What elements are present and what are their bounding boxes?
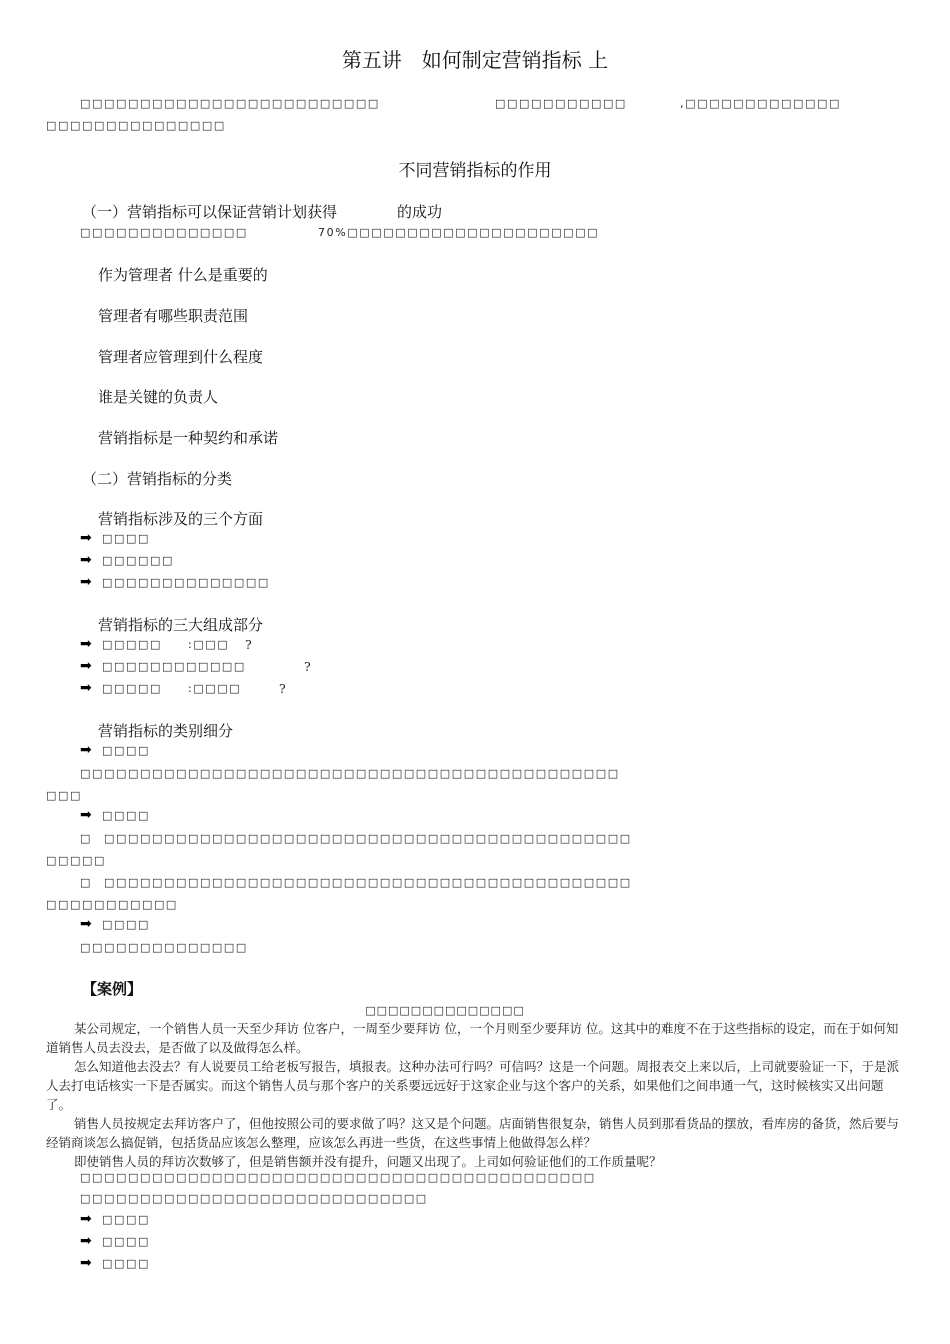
sub1-heading: 营销指标涉及的三个方面: [98, 510, 264, 528]
sub3-bullet: □□□□: [102, 918, 150, 931]
intro-line1-a: □□□□□□□□□□□□□□□□□□□□□□□□□: [80, 97, 380, 110]
part1-heading-a: （一）营销指标可以保证营销计划获得: [82, 203, 338, 221]
case-heading: 【案例】: [82, 980, 143, 998]
case-text: □□□□□□□□□□□□□□□□□□□□□□□□□□□□□: [80, 1192, 428, 1205]
sub2-bullet-c: ?: [245, 637, 252, 652]
arrow-right-icon: ➡: [80, 1255, 92, 1271]
case-paragraph: 怎么知道他去没去？有人说要员工给老板写报告，填报表。这种办法可行吗？可信吗？这是一个问题。周报表交上来以后，上司就要验证一下，于是派人去打电话核实一下是否属实。而这个销售人员与那个客户的关系要远远好于这家企业与这个客户的关系，如果他们之间串通一气，这时候核实又出问题了。: [46, 1059, 900, 1112]
part1-heading-b: 的成功: [397, 203, 443, 221]
case-bullet: □□□□: [102, 1257, 150, 1270]
arrow-right-icon: ➡: [80, 636, 92, 652]
sub1-bullet: □□□□: [102, 532, 150, 545]
arrow-right-icon: ➡: [80, 574, 92, 590]
case-bullet: □□□□: [102, 1213, 150, 1226]
sub3-para: □□□□□□□□□□□: [46, 898, 178, 911]
arrow-right-icon: ➡: [80, 742, 92, 758]
section-heading: 不同营销指标的作用: [398, 161, 552, 181]
arrow-right-icon: ➡: [80, 658, 92, 674]
arrow-right-icon: ➡: [80, 916, 92, 932]
part1-item: 营销指标是一种契约和承诺: [98, 429, 279, 447]
sub2-bullet-b: :□□□: [188, 638, 230, 651]
sub2-bullet-b: :□□□□: [188, 682, 242, 695]
part1-item: 管理者有哪些职责范围: [98, 307, 249, 325]
part1-item: 管理者应管理到什么程度: [98, 348, 264, 366]
sub3-para: □□□□□□□□□□□□□□□□□□□□□□□□□□□□□□□□□□□□□□□□□□□□□: [80, 767, 620, 780]
sub3-bullet: □□□□: [102, 744, 150, 757]
sub3-para: □□□□□: [46, 854, 106, 867]
case-paragraph: 即使销售人员的拜访次数够了，但是销售额并没有提升，问题又出现了。上司如何验证他们的工作质量呢？: [74, 1154, 662, 1169]
part1-note-a: □□□□□□□□□□□□□□: [80, 226, 248, 239]
case-subtitle: □□□□□□□□□□□□□□: [365, 1004, 525, 1017]
arrow-right-icon: ➡: [80, 552, 92, 568]
sub2-bullet-c: ?: [304, 659, 311, 674]
sub3-heading: 营销指标的类别细分: [98, 722, 234, 740]
case-bullet: □□□□: [102, 1235, 150, 1248]
case-paragraph: 销售人员按规定去拜访客户了，但他按照公司的要求做了吗？这又是个问题。店面销售很复杂，销售人员到那看货品的摆放，看库房的备货，然后要与经销商谈怎么搞促销，包括货品应该怎么整理，应该怎么再进一些货，在这些事情上他做得怎么样？: [46, 1116, 900, 1150]
sub2-bullet-a: □□□□□□□□□□□□: [102, 660, 246, 673]
part1-item: 谁是关键的负责人: [98, 388, 219, 406]
sub3-para: □□□□□□□□□□□□□□: [80, 941, 248, 954]
case-paragraph: 某公司规定，一个销售人员一天至少拜访 位客户，一周至少要拜访 位，一个月则至少要拜访 位。这其中的难度不在于这些指标的设定，而在于如何知道销售人员去没去，是否做了以及做得怎么样。: [46, 1021, 899, 1055]
intro-line1-b: □□□□□□□□□□□: [495, 97, 627, 110]
arrow-right-icon: ➡: [80, 1211, 92, 1227]
arrow-right-icon: ➡: [80, 807, 92, 823]
intro-line1-c: ,□□□□□□□□□□□□□: [680, 97, 842, 110]
part1-note-b: 70%□□□□□□□□□□□□□□□□□□□□□: [318, 226, 600, 239]
sub2-bullet-a: □□□□□: [102, 682, 162, 695]
arrow-right-icon: ➡: [80, 1233, 92, 1249]
sub2-bullet-a: □□□□□: [102, 638, 162, 651]
case-text: □□□□□□□□□□□□□□□□□□□□□□□□□□□□□□□□□□□□□□□□□□□: [80, 1171, 596, 1184]
sub3-para: □□□: [46, 789, 82, 802]
sub3-para: □□□□□□□□□□□□□□□□□□□□□□□□□□□□□□□□□□□□□□□□□□□□: [104, 876, 632, 889]
part1-item: 作为管理者 什么是重要的: [98, 266, 268, 284]
intro-line2: □□□□□□□□□□□□□□□: [46, 119, 226, 132]
sub3-mark: □: [80, 832, 92, 845]
arrow-right-icon: ➡: [80, 530, 92, 546]
sub3-mark: □: [80, 876, 92, 889]
sub2-bullet-c: ?: [279, 681, 286, 696]
page-title: 第五讲 如何制定营销指标 上: [341, 48, 609, 72]
sub3-bullet: □□□□: [102, 809, 150, 822]
sub2-heading: 营销指标的三大组成部分: [98, 616, 264, 634]
part2-heading: （二）营销指标的分类: [82, 470, 233, 488]
arrow-right-icon: ➡: [80, 680, 92, 696]
sub1-bullet: □□□□□□: [102, 554, 174, 567]
sub3-para: □□□□□□□□□□□□□□□□□□□□□□□□□□□□□□□□□□□□□□□□□□□□: [104, 832, 632, 845]
sub1-bullet: □□□□□□□□□□□□□□: [102, 576, 270, 589]
